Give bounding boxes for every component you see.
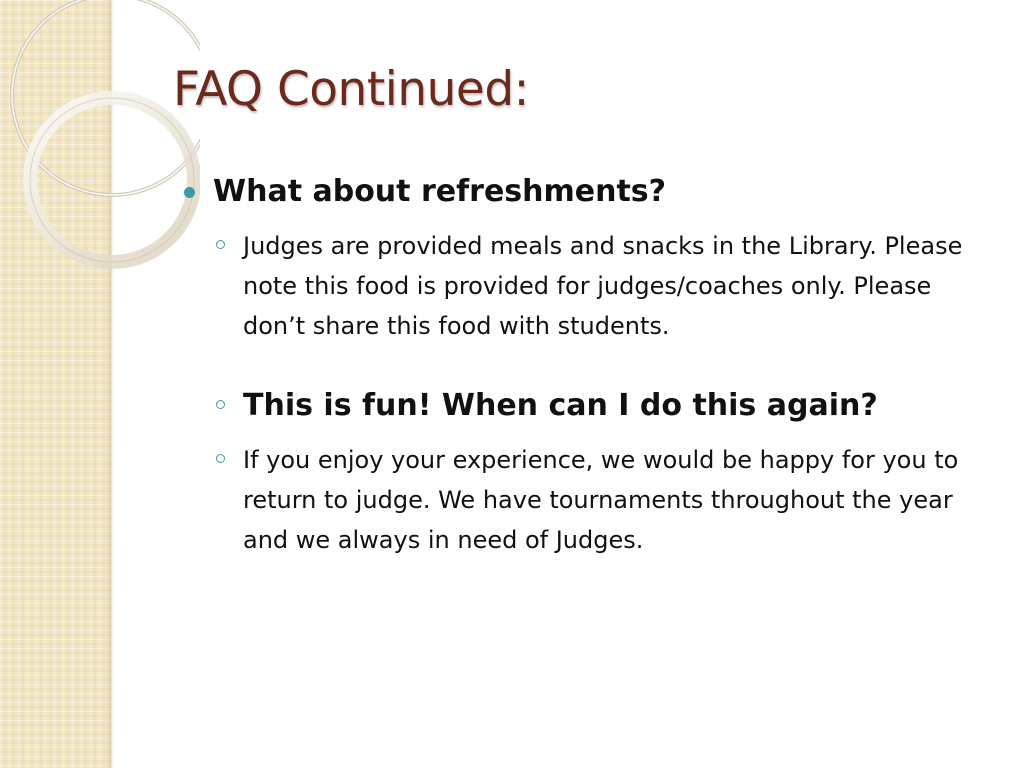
decorative-rings-icon	[0, 0, 200, 280]
list-item-text: This is fun! When can I do this again?	[243, 388, 878, 423]
slide-title: FAQ Continued:	[173, 62, 529, 117]
list-item-text: Judges are provided meals and snacks in the Library. Please note this food is provided for judges/coaches only. Please don’t share this food with students.	[243, 232, 963, 340]
list-item-text: If you enjoy your experience, we would be happy for you to return to judge. We have tournaments throughout the year and we always in need of Judges.	[243, 446, 959, 554]
spacer	[180, 346, 1000, 384]
hollow-circle-bullet-icon	[216, 240, 225, 249]
list-item	[180, 170, 1000, 214]
hollow-circle-bullet-icon	[216, 454, 225, 463]
hollow-circle-bullet-icon	[216, 400, 225, 409]
list-item	[180, 384, 1000, 428]
slide-content	[180, 170, 1000, 560]
list-item-text: What about refreshments?	[213, 174, 667, 209]
list-item	[180, 226, 1000, 346]
list-item	[180, 440, 1000, 560]
filled-circle-bullet-icon	[184, 187, 195, 198]
